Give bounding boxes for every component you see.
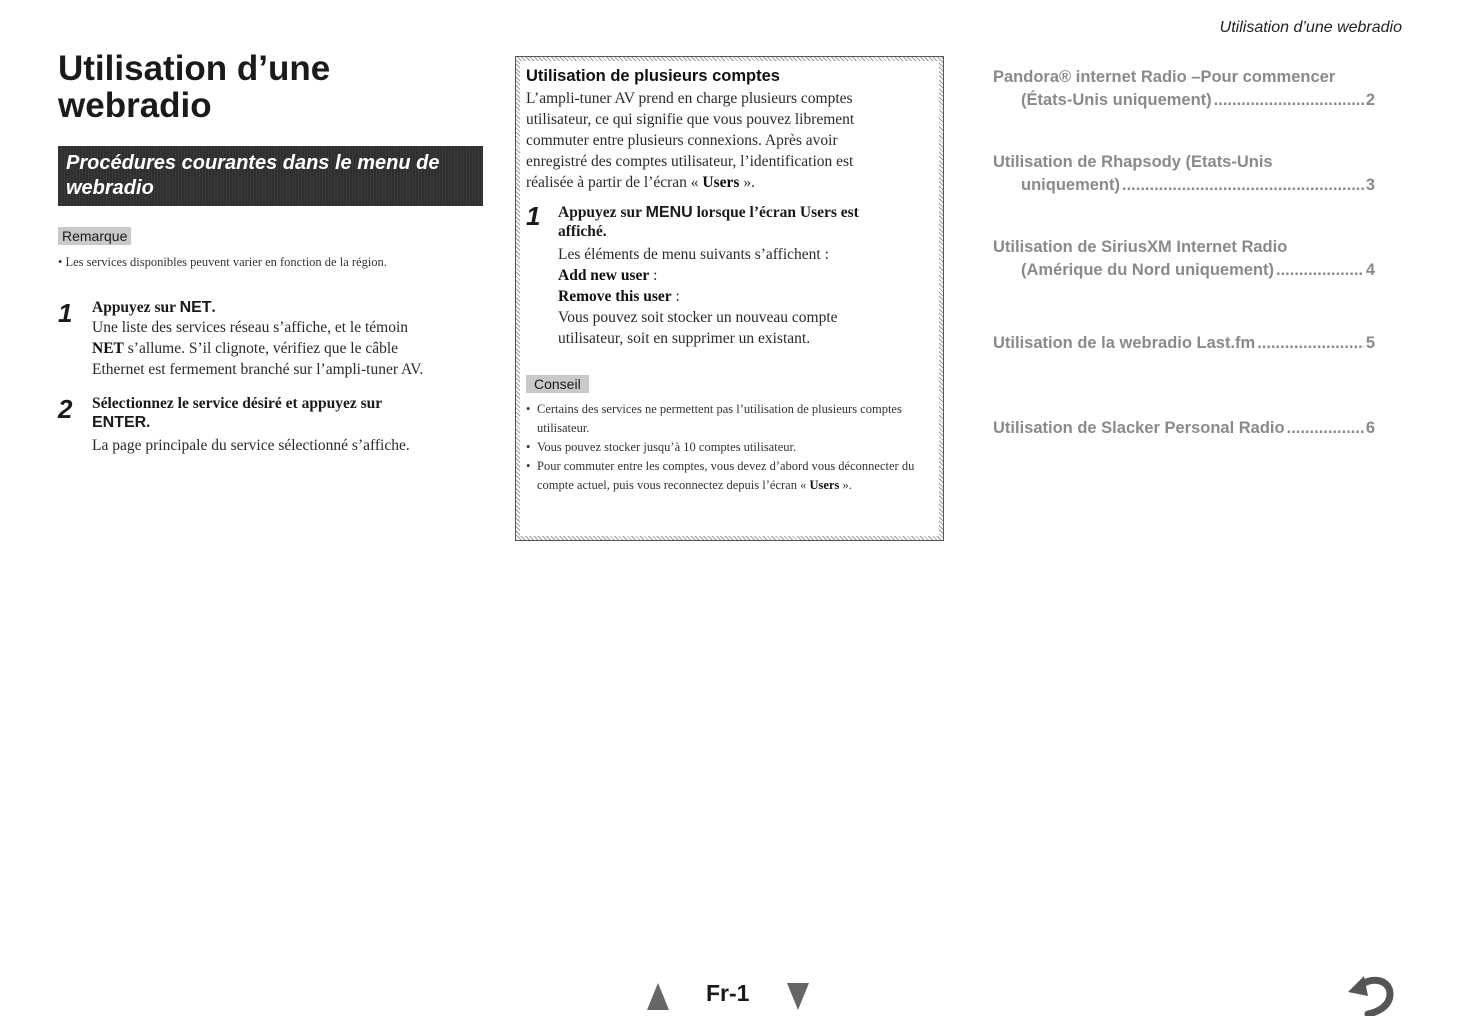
menu-item-remove-this-user: Remove this user bbox=[558, 288, 672, 305]
enter-key-label: ENTER bbox=[92, 414, 147, 431]
box-intro-suffix: ». bbox=[739, 174, 755, 191]
tip-list bbox=[526, 400, 933, 495]
users-screen-label: Users bbox=[809, 478, 840, 492]
return-arrow-icon[interactable] bbox=[1346, 970, 1398, 1016]
toc-page-number: 6 bbox=[1365, 419, 1375, 437]
toc-page-number: 5 bbox=[1365, 334, 1375, 352]
box-intro-line: commuter entre plusieurs connexions. Après avoir bbox=[526, 132, 838, 149]
section-banner bbox=[58, 146, 483, 206]
running-header: Utilisation d’une webradio bbox=[1219, 19, 1402, 36]
step-heading-text: Appuyez sur bbox=[92, 299, 180, 316]
step-heading-text: affiché. bbox=[558, 223, 607, 240]
toc-leader bbox=[1257, 332, 1364, 355]
step-body-line: utilisateur, soit en supprimer un existant. bbox=[558, 330, 811, 347]
step-heading-text: Appuyez sur bbox=[558, 204, 646, 221]
step-body-line: s’allume. S’il clignote, vérifiez que le câble bbox=[123, 340, 399, 357]
step-heading bbox=[92, 394, 488, 432]
step-body: La page principale du service sélectionné s’affiche. bbox=[92, 437, 410, 454]
menu-item-add-new-user: Add new user bbox=[558, 267, 650, 284]
note-text: • Les services disponibles peuvent varier en fonction de la région. bbox=[58, 255, 387, 269]
step-body bbox=[558, 244, 933, 349]
toc-page-number: 3 bbox=[1365, 176, 1375, 194]
toc-page-number: 4 bbox=[1365, 261, 1375, 279]
toc-link-text: uniquement) bbox=[1021, 176, 1120, 194]
step-heading-text: Sélectionnez le service désiré et appuyez sur bbox=[92, 395, 383, 412]
toc-link-text: (Amérique du Nord uniquement) bbox=[1021, 261, 1274, 279]
triangle-up-icon[interactable] bbox=[647, 983, 669, 1010]
multiple-accounts-box bbox=[515, 56, 944, 541]
tip-item: • Certains des services ne permettent pas l’utilisation de plusieurs comptes utilisateur. bbox=[526, 400, 933, 438]
toc-link-lastfm[interactable] bbox=[993, 332, 1375, 355]
box-intro-line: L’ampli-tuner AV prend en charge plusieurs comptes bbox=[526, 90, 853, 107]
tip-item-suffix: ». bbox=[839, 478, 852, 492]
step-body-line: Les éléments de menu suivants s’affichent : bbox=[558, 246, 829, 263]
step-number: 1 bbox=[526, 201, 541, 231]
tip-item bbox=[526, 457, 933, 495]
box-intro-line: enregistré des comptes utilisateur, l’identification est bbox=[526, 153, 854, 170]
page-title-line2: webradio bbox=[58, 86, 212, 125]
box-intro-line: réalisée à partir de l’écran « bbox=[526, 174, 703, 191]
toc-link-slacker[interactable] bbox=[993, 417, 1375, 440]
box-title: Utilisation de plusieurs comptes bbox=[526, 67, 780, 85]
step-body-line: Ethernet est fermement branché sur l’ampli-tuner AV. bbox=[92, 361, 424, 378]
step-body-line: Vous pouvez soit stocker un nouveau compte bbox=[558, 309, 838, 326]
toc-link-text: Utilisation de la webradio Last.fm bbox=[993, 334, 1256, 352]
page-number: Fr-1 bbox=[706, 980, 750, 1006]
toc-link-text: Utilisation de Slacker Personal Radio bbox=[993, 419, 1285, 437]
step-heading bbox=[92, 298, 488, 317]
toc-leader bbox=[1287, 417, 1364, 440]
tip-item-text: Pour commuter entre les comptes, vous devez d’abord vous déconnecter du compte actuel, puis vous reconnectez depuis l’écran « bbox=[537, 459, 915, 492]
step-number: 2 bbox=[58, 394, 73, 424]
box-intro bbox=[526, 88, 933, 193]
section-banner-line2: webradio bbox=[66, 177, 154, 199]
net-indicator-label: NET bbox=[92, 340, 124, 357]
page-title-line1: Utilisation d’une bbox=[58, 49, 331, 88]
toc-link-text: Utilisation de SiriusXM Internet Radio bbox=[993, 238, 1288, 256]
note-label: Remarque bbox=[58, 227, 131, 245]
step-heading-text: lorsque l’écran Users est bbox=[692, 204, 859, 221]
toc-link-text: Pandora® internet Radio –Pour commencer bbox=[993, 68, 1336, 86]
toc-link-pandora[interactable] bbox=[993, 66, 1375, 112]
step-2 bbox=[58, 394, 488, 456]
toc-leader bbox=[1122, 174, 1364, 197]
triangle-down-icon[interactable] bbox=[787, 983, 809, 1010]
step-body bbox=[92, 317, 488, 380]
toc-leader bbox=[1214, 89, 1364, 112]
step-number: 1 bbox=[58, 298, 73, 328]
toc-link-text: (États-Unis uniquement) bbox=[1021, 91, 1212, 109]
step-heading bbox=[558, 203, 933, 241]
menu-item-suffix: : bbox=[649, 267, 658, 284]
menu-item-suffix: : bbox=[671, 288, 680, 305]
step-body-line: Une liste des services réseau s’affiche, et le témoin bbox=[92, 319, 409, 336]
users-screen-label: Users bbox=[702, 174, 740, 191]
toc-link-siriusxm[interactable] bbox=[993, 236, 1375, 282]
toc-leader bbox=[1276, 259, 1364, 282]
tip-item: • Vous pouvez stocker jusqu’à 10 comptes utilisateur. bbox=[526, 438, 933, 457]
step-1 bbox=[58, 298, 488, 380]
step-heading-suffix: . bbox=[211, 299, 216, 316]
tip-label: Conseil bbox=[526, 375, 589, 393]
toc-link-text: Utilisation de Rhapsody (Etats-Unis bbox=[993, 153, 1273, 171]
section-banner-line1: Procédures courantes dans le menu de bbox=[66, 152, 440, 174]
toc-page-number: 2 bbox=[1365, 91, 1375, 109]
step-heading-suffix: . bbox=[146, 414, 151, 431]
multiple-accounts-content bbox=[520, 61, 939, 536]
toc-link-rhapsody[interactable] bbox=[993, 151, 1375, 197]
page-title bbox=[58, 50, 498, 124]
box-intro-line: utilisateur, ce qui signifie que vous pouvez librement bbox=[526, 111, 855, 128]
box-step-1 bbox=[526, 203, 933, 349]
menu-key-label: MENU bbox=[645, 204, 693, 221]
net-key-label: NET bbox=[179, 299, 212, 316]
